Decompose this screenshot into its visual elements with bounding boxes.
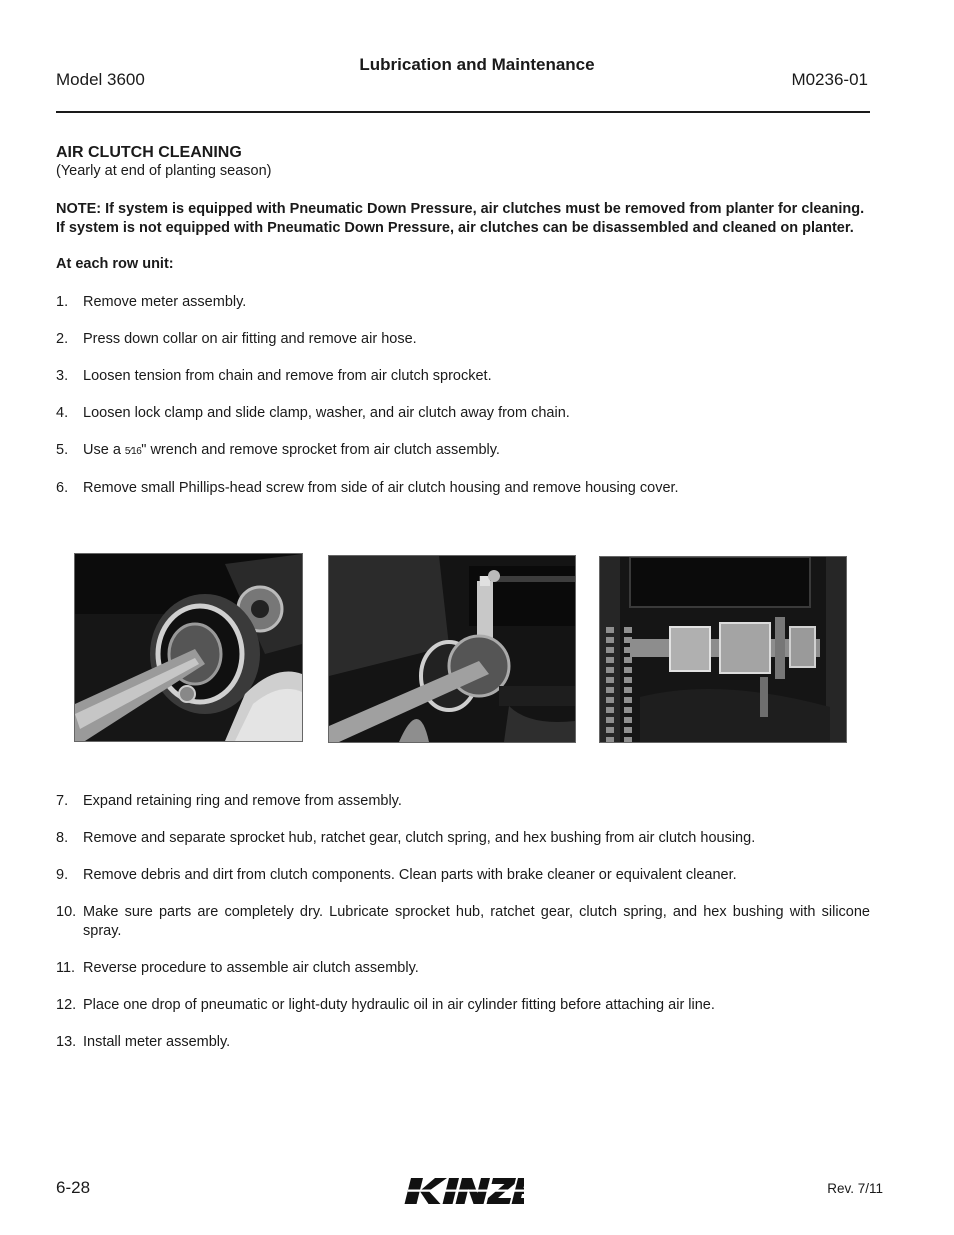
section-subtitle: (Yearly at end of planting season) — [56, 163, 272, 179]
kinze-logo — [402, 1174, 524, 1208]
lead-text: At each row unit: — [56, 256, 174, 272]
list-item: 4. Loosen lock clamp and slide clamp, washer, and air clutch away from chain. — [56, 405, 570, 421]
model-label: Model 3600 — [56, 70, 145, 89]
steps-list-1 — [56, 293, 870, 498]
header-divider — [56, 111, 870, 113]
list-item: 13. Install meter assembly. — [56, 1034, 231, 1050]
list-item: 10. Make sure parts are completely dry. Lubricate sprocket hub, ratchet gear, clutch spring, and hex bushing with silicone spray. — [56, 904, 870, 939]
section-header-title: Lubrication and Maintenance — [359, 55, 595, 74]
list-item: 5. Use a 5⁄16" wrench and remove sprocket from air clutch assembly. — [56, 442, 500, 458]
list-item: 9. Remove debris and dirt from clutch components. Clean parts with brake cleaner or equivalent cleaner. — [56, 867, 737, 883]
revision-label: Rev. 7/11 — [827, 1181, 883, 1196]
section-title: AIR CLUTCH CLEANING — [56, 144, 242, 161]
steps-list-2 — [56, 792, 870, 1052]
list-item: 8. Remove and separate sprocket hub, ratchet gear, clutch spring, and hex bushing from air clutch housing. — [56, 830, 756, 846]
photo-air-clutch-assembly — [599, 556, 847, 743]
list-item: 11. Reverse procedure to assemble air clutch assembly. — [56, 960, 419, 976]
page-number: 6-28 — [56, 1178, 91, 1197]
photo-air-fitting — [328, 555, 576, 743]
list-item: 2. Press down collar on air fitting and remove air hose. — [56, 331, 417, 347]
fraction: 5⁄16 — [124, 446, 142, 457]
list-item: 3. Loosen tension from chain and remove from air clutch sprocket. — [56, 368, 492, 384]
list-item: 6. Remove small Phillips-head screw from side of air clutch housing and remove housing cover. — [56, 480, 679, 496]
photo-air-clutch-closeup — [74, 553, 303, 742]
note-paragraph: NOTE: If system is equipped with Pneumatic Down Pressure, air clutches must be removed from planter for cleaning. If system is not equipped with Pneumatic Down Pressure, air clutches can be disassembled and cleaned on planter. — [56, 201, 865, 236]
list-item: 1. Remove meter assembly. — [56, 294, 247, 310]
list-item: 12. Place one drop of pneumatic or light-duty hydraulic oil in air cylinder fitting before attaching air line. — [56, 997, 715, 1013]
content-part-2 — [56, 792, 870, 1052]
list-item: 7. Expand retaining ring and remove from assembly. — [56, 793, 402, 809]
manual-code: M0236-01 — [791, 70, 868, 89]
content-part-1 — [56, 143, 870, 498]
